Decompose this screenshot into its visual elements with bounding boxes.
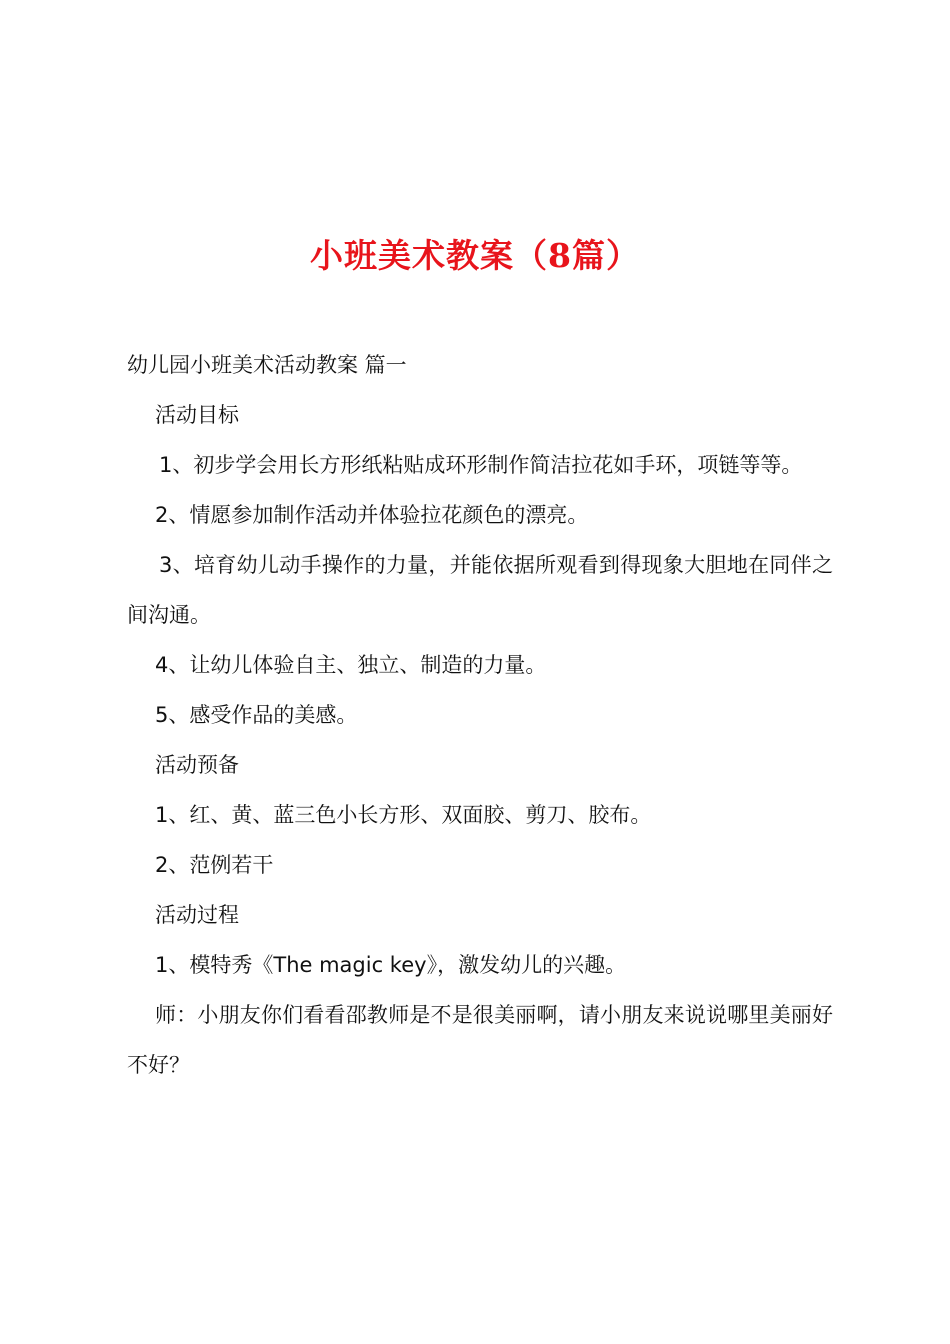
document-title: 小班美术教案（8篇） [310,236,640,276]
process-item-1: 1、模特秀《The magic key》，激发幼儿的兴趣。 [155,953,627,977]
subheading-activity-preparation: 活动预备 [155,753,239,777]
preparation-item-1: 1、红、黄、蓝三色小长方形、双面胶、剪刀、胶布。 [155,803,652,827]
goal-item-5: 5、感受作品的美感。 [155,703,358,727]
goal-item-3: 3、培育幼儿动手操作的力量，并能依据所观看到得现象大胆地在同伴之间沟通。 [127,553,833,627]
goal-item-4: 4、让幼儿体验自主、独立、制造的力量。 [155,653,547,677]
subheading-activity-goals: 活动目标 [155,403,239,427]
goal-item-2: 2、情愿参加制作活动并体验拉花颜色的漂亮。 [155,503,589,527]
document-body [127,340,833,1090]
teacher-dialogue: 师：小朋友你们看看邵教师是不是很美丽啊，请小朋友来说说哪里美丽好不好？ [127,1003,833,1077]
preparation-item-2: 2、范例若干 [155,853,274,877]
section-heading: 幼儿园小班美术活动教案 篇一 [127,353,407,377]
goal-item-1: 1、初步学会用长方形纸粘贴成环形制作简洁拉花如手环，项链等等。 [159,453,803,477]
subheading-activity-process: 活动过程 [155,903,239,927]
